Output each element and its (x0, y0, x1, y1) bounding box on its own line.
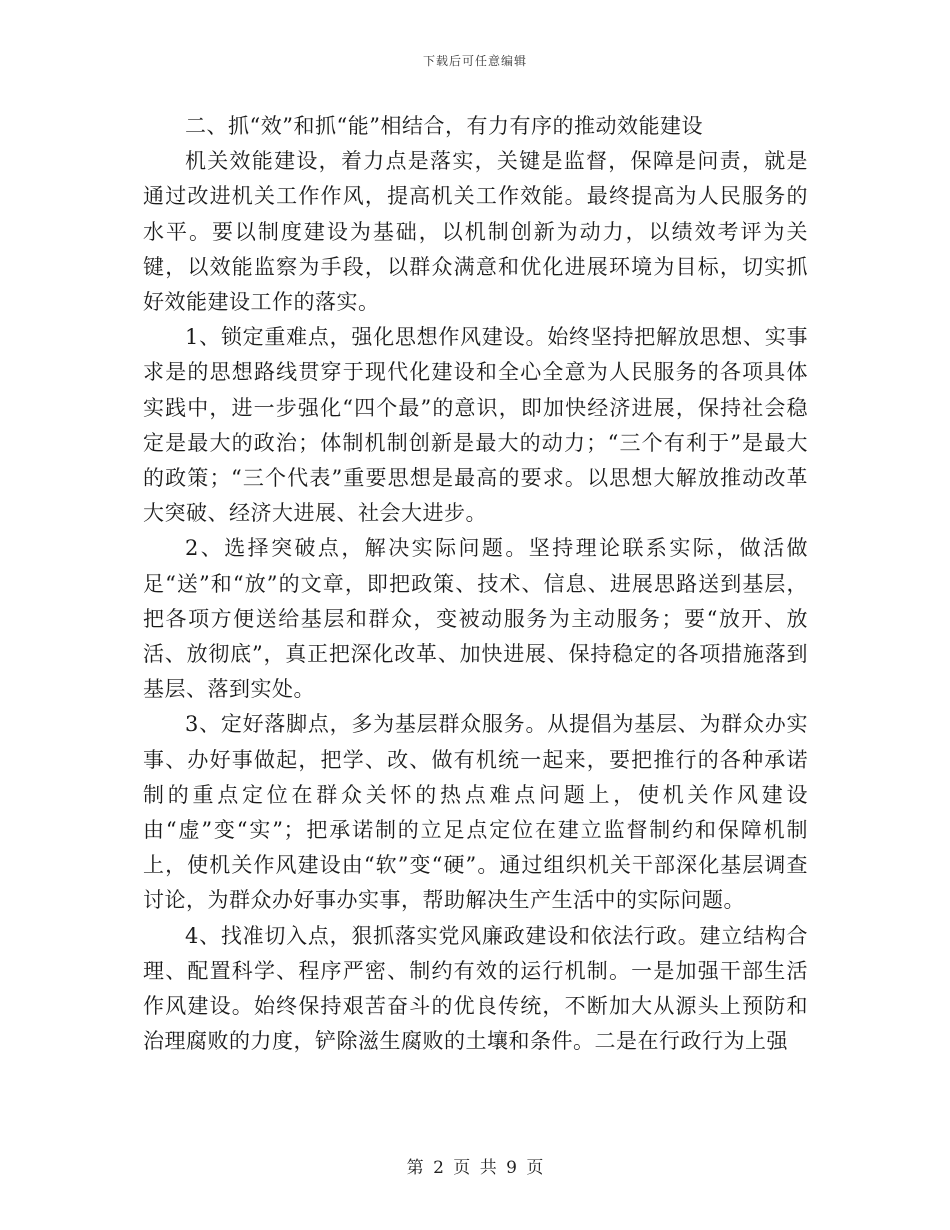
document-body (143, 109, 808, 1059)
paragraph-item-3: 3、定好落脚点，多为基层群众服务。从提倡为基层、为群众办实事、办好事做起，把学、改、做有机统一起来，要把推行的各种承诺制的重点定位在群众关怀的热点难点问题上，使机关作风建设由“虚”变“实”；把承诺制的立足点定位在建立监督制约和保障机制上，使机关作风建设由“软”变“硬”。通过组织机关干部深化基层调查讨论，为群众办好事办实事，帮助解决生产生活中的实际问题。 (143, 712, 808, 913)
section-heading: 二、抓“效”和抓“能”相结合，有力有序的推动效能建设 (185, 114, 703, 138)
header-note: 下载后可任意编辑 (422, 54, 527, 68)
page-number: 第 2 页 共 9 页 (406, 1158, 544, 1178)
paragraph-item-2: 2、选择突破点，解决实际问题。坚持理论联系实际，做活做足“送”和“放”的文章，即把政策、技术、信息、进展思路送到基层，把各项方便送给基层和群众，变被动服务为主动服务；要“放开、放活、放彻底”，真正把深化改革、加快进展、保持稳定的各项措施落到基层、落到实处。 (143, 536, 808, 702)
paragraph-item-1: 1、锁定重难点，强化思想作风建设。始终坚持把解放思想、实事求是的思想路线贯穿于现代化建设和全心全意为人民服务的各项具体实践中，进一步强化“四个最”的意识，即加快经济进展，保持社会稳定是最大的政治；体制机制创新是最大的动力；“三个有利于”是最大的政策；“三个代表”重要思想是最高的要求。以思想大解放推动改革大突破、经济大进展、社会大进步。 (143, 325, 808, 526)
paragraph-intro: 机关效能建设，着力点是落实，关键是监督，保障是问责，就是通过改进机关工作作风，提高机关工作效能。最终提高为人民服务的水平。要以制度建设为基础，以机制创新为动力，以绩效考评为关键，以效能监察为手段，以群众满意和优化进展环境为目标，切实抓好效能建设工作的落实。 (143, 149, 808, 315)
paragraph-item-4: 4、找准切入点，狠抓落实党风廉政建设和依法行政。建立结构合理、配置科学、程序严密、制约有效的运行机制。一是加强干部生活作风建设。始终保持艰苦奋斗的优良传统，不断加大从源头上预防和治理腐败的力度，铲除滋生腐败的土壤和条件。二是在行政行为上强 (143, 923, 808, 1054)
